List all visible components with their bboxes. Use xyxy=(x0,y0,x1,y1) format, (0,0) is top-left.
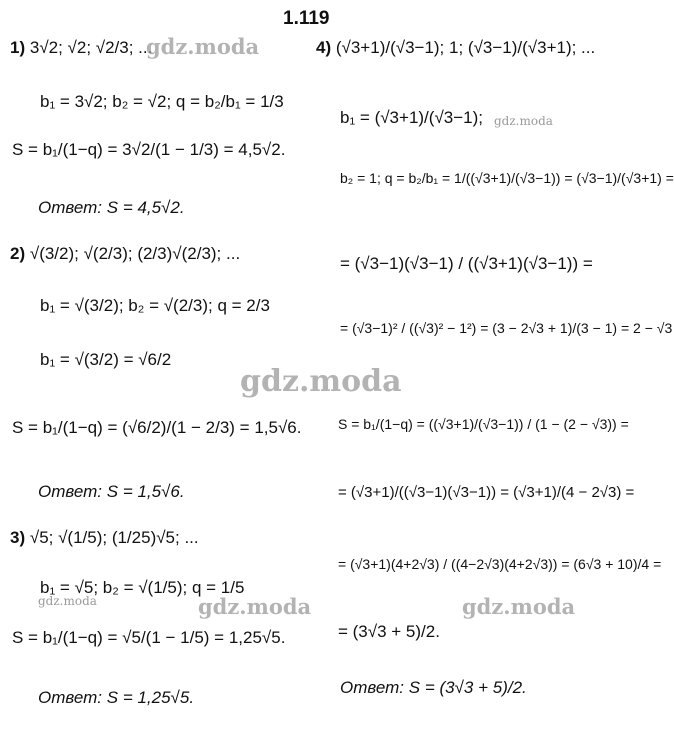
problem-1-sum: S = b₁/(1−q) = 3√2/(1 − 1/3) = 4,5√2. xyxy=(12,140,286,159)
problem-4-sum-step2: = (√3+1)/((√3−1)(√3−1)) = (√3+1)/(4 − 2√3) = xyxy=(338,484,635,501)
problem-3-label: 3) xyxy=(10,528,26,547)
problem-1-terms: b₁ = 3√2; b₂ = √2; q = b₂/b₁ = 1/3 xyxy=(40,92,284,111)
problem-4-q-step2: = (√3−1)(√3−1) / ((√3+1)(√3−1)) = xyxy=(340,254,593,273)
problem-3-sum: S = b₁/(1−q) = √5/(1 − 1/5) = 1,25√5. xyxy=(12,628,286,647)
problem-2-terms: b₁ = √(3/2); b₂ = √(2/3); q = 2/3 xyxy=(40,296,270,315)
problem-number: 1.119 xyxy=(283,8,330,29)
watermark: gdz.moda xyxy=(198,594,312,619)
problem-4-sum-step1: S = b₁/(1−q) = ((√3+1)/(√3−1)) / (1 − (2 − √3)) = xyxy=(338,416,629,432)
problem-3-series xyxy=(10,528,199,548)
watermark: gdz.moda xyxy=(38,594,97,608)
problem-1-answer: Ответ: S = 4,5√2. xyxy=(38,198,185,217)
problem-1-series xyxy=(10,38,152,58)
watermark: gdz.moda xyxy=(146,34,260,59)
problem-4-b1: b₁ = (√3+1)/(√3−1); xyxy=(340,108,483,127)
problem-2-b1: b₁ = √(3/2) = √6/2 xyxy=(40,350,172,369)
problem-3-series-text: √5; √(1/5); (1/25)√5; ... xyxy=(29,528,199,547)
problem-4-sum-step4: = (3√3 + 5)/2. xyxy=(338,622,440,641)
problem-4-sum-step3: = (√3+1)(4+2√3) / ((4−2√3)(4+2√3)) = (6√3 + 10)/4 = xyxy=(338,556,662,572)
problem-3-answer: Ответ: S = 1,25√5. xyxy=(38,688,195,707)
watermark: gdz.moda xyxy=(462,594,576,619)
problem-4-q: b₂ = 1; q = b₂/b₁ = 1/((√3+1)/(√3−1)) = (√3−1)/(√3+1) = xyxy=(340,170,674,186)
watermark: gdz.moda xyxy=(494,114,553,128)
problem-1-series-text: 3√2; √2; √2/3; ... xyxy=(29,38,153,57)
problem-2-sum: S = b₁/(1−q) = (√6/2)/(1 − 2/3) = 1,5√6. xyxy=(12,418,302,437)
problem-4-q-step3: = (√3−1)² / ((√3)² − 1²) = (3 − 2√3 + 1)/(3 − 1) = 2 − √3 xyxy=(340,320,673,336)
problem-4-series-text: (√3+1)/(√3−1); 1; (√3−1)/(√3+1); ... xyxy=(335,38,596,57)
watermark: gdz.moda xyxy=(240,364,402,399)
problem-3-terms: b₁ = √5; b₂ = √(1/5); q = 1/5 xyxy=(40,578,245,597)
problem-4-label: 4) xyxy=(316,38,332,57)
problem-2-label: 2) xyxy=(10,244,26,263)
problem-4-answer: Ответ: S = (3√3 + 5)/2. xyxy=(340,678,527,697)
problem-2-answer: Ответ: S = 1,5√6. xyxy=(38,482,185,501)
problem-2-series-text: √(3/2); √(2/3); (2/3)√(2/3); ... xyxy=(29,244,241,263)
problem-2-series xyxy=(10,244,240,264)
problem-1-label: 1) xyxy=(10,38,26,57)
problem-4-series xyxy=(316,38,595,58)
